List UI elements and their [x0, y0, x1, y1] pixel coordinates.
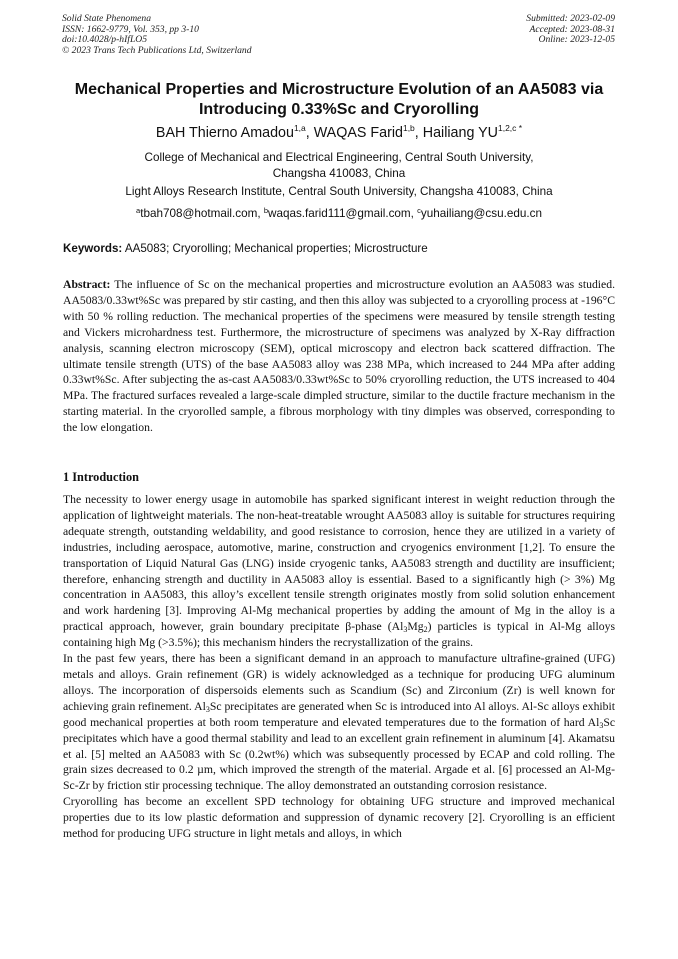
paper-title: [40, 80, 638, 120]
journal-issn: ISSN: 1662-9779, Vol. 353, pp 3-10: [62, 23, 199, 35]
paragraph: [63, 492, 615, 651]
affiliation-2: Light Alloys Research Institute, Central South University, Changsha 410083, China: [125, 185, 553, 198]
journal-copyright: © 2023 Trans Tech Publications Ltd, Switzerland: [62, 44, 252, 56]
paragraph-text: ) particles is typical in Al-Mg alloys containing high Mg (>3.5%); this mechanism hinders the recrystallization of the grains.: [63, 620, 615, 650]
subscript: 3: [403, 625, 408, 635]
subscript: 3: [599, 720, 604, 730]
paragraph: [63, 651, 615, 794]
author-separator: ,: [305, 125, 314, 141]
paragraph-text: The necessity to lower energy usage in automobile has sparked significant interest in weight reduction through the application of lightweight materials. The non-heat-treatable wrought AA5083 alloy is suitable for structures requiring adequate strength, outstanding weldability, and good resistance to corrosion, hence they are utilized in a variety of industries, including aerospace, automotive, marine, construction and cryogenics environment [1,2]. To ensure the transportation of Liquid Natural Gas (LNG) inside cryogenic tanks, AA5083 strength and ductility are insufficient; therefore, enhancing strength and ductility in AA5083 alloy is essential. Based to a significantly high (> 3%) Mg concentration in AA5083, this alloy’s excellent tensile strength originates mostly from solid solution enhancement and work hardening [3]. Improving Al-Mg mechanical properties by adding the amount of Mg in the alloy is a practical approach, however, grain boundary precipitate β-phase (Al: [63, 493, 615, 634]
abstract: [63, 277, 615, 436]
date-submitted: Submitted: 2023-02-09: [526, 13, 615, 24]
date-online: Online: 2023-12-05: [538, 34, 615, 46]
affiliation-1: [40, 150, 638, 182]
author-emails: [40, 206, 638, 222]
affiliation-1-line-1: College of Mechanical and Electrical Engineering, Central South University,: [144, 151, 534, 164]
paragraph: Cryorolling has become an excellent SPD technology for obtaining UFG structure and improved mechanical properties due to its low plastic deformation and suppression of dynamic recovery [2]. Cryorolling is an efficient method for producing UFG structure in light metals and alloys, in which: [63, 795, 615, 841]
email-link[interactable]: yuhailiang@csu.edu.cn: [420, 207, 542, 220]
abstract-label: Abstract:: [63, 278, 111, 291]
subscript: 3: [205, 704, 210, 714]
abstract-text: The influence of Sc on the mechanical properties and microstructure evolution an AA5083 was studied. AA5083/0.33wt%Sc was prepared by stir casting, and then this alloy was subjected to a cryorolling process at -196°C with 50 % rolling reduction. The mechanical properties of the specimens were measured by tensile strength testing and Vickers microhardness test. Furthermore, the microstructure of specimens was analyzed by X-Ray diffraction analysis, scanning electron microscopy (SEM), optical microscopy and electron back scattered diffraction. The ultimate tensile strength (UTS) of the base AA5083 alloy was 238 MPa, which increased to 244 MPa after adding 0.33wt%Sc. After subjecting the as-cast AA5083/0.33wt%Sc to 50% cryorolling reduction, the UTS increased to 404 MPa. The fractured surfaces revealed a large-scale dimpled structure, similar to the ductile fracture mechanism in the starting material. In the cryorolled sample, a fibrous morphology with tiny dimples was observed, corresponding to the low elongation.: [63, 278, 615, 435]
introduction-body: [63, 492, 615, 842]
section-heading: 1 Introduction: [63, 470, 139, 484]
email-link[interactable]: waqas.farid111@gmail.com: [268, 207, 411, 220]
journal-info: [62, 14, 252, 56]
email-marker: c: [417, 206, 421, 215]
author-affiliation-marker: 1,b: [402, 123, 415, 133]
email-link[interactable]: tbah708@hotmail.com: [140, 207, 258, 220]
paragraph-text: Sc precipitates which have a good thermal stability and lead to an excellent grain refinement in aluminum [4]. Akamatsu et al. [5] melted an AA5083 with Sc (0.2wt%) which was subsequently processed by ECAP and cold rolling. The grain sizes decreased to 0.2 µm, which improved the strength of the material. Argade et al. [6] processed an Al-Mg-Sc-Zr by friction stir processing technique. The alloy demonstrated an outstanding corrosion resistance.: [63, 715, 615, 793]
affiliation-1-line-2: Changsha 410083, China: [272, 167, 406, 180]
paper-title-line-1: Mechanical Properties and Microstructure Evolution of an AA5083 via: [74, 81, 604, 98]
paragraph-text: Sc precipitates are generated when Sc is introduced into Al alloys. Al-Sc alloys exhibit good mechanical properties at both room temperature and elevated temperatures due to the formation of hard Al: [63, 699, 615, 729]
email-marker: b: [263, 206, 269, 215]
author-name: Hailiang YU: [422, 125, 498, 141]
author-separator: ,: [414, 125, 423, 141]
submission-dates: [526, 14, 615, 46]
journal-name: Solid State Phenomena: [62, 13, 151, 24]
paragraph-text: In the past few years, there has been a significant demand in an approach to manufacture ultrafine-grained (UFG) metals and alloys. Grain refinement (GR) is widely acknowledged as a technique for producing UFG aluminum alloys. The incorporation of dispersoids elements such as Scandium (Sc) and Zirconium (Zr) is well known for achieving grain refinement. Al: [63, 652, 615, 713]
date-accepted: Accepted: 2023-08-31: [529, 23, 615, 35]
author-name: BAH Thierno Amadou: [155, 125, 294, 141]
author-affiliation-marker: 1,2,c *: [497, 123, 523, 133]
email-separator: ,: [257, 207, 264, 220]
email-separator: ,: [410, 207, 418, 220]
author-list: [40, 123, 638, 143]
subscript: 2: [423, 625, 428, 635]
paragraph-text: Mg: [407, 620, 424, 634]
keywords-label: Keywords:: [63, 242, 123, 255]
author-affiliation-marker: 1,a: [293, 123, 306, 133]
email-marker: a: [136, 206, 141, 215]
paper-title-line-2: Introducing 0.33%Sc and Cryorolling: [198, 101, 480, 118]
keywords: [63, 241, 619, 256]
author-name: WAQAS Farid: [313, 125, 403, 141]
journal-doi: doi:10.4028/p-hIfLO5: [62, 34, 148, 46]
keywords-text: AA5083; Cryorolling; Mechanical properties; Microstructure: [122, 242, 428, 255]
